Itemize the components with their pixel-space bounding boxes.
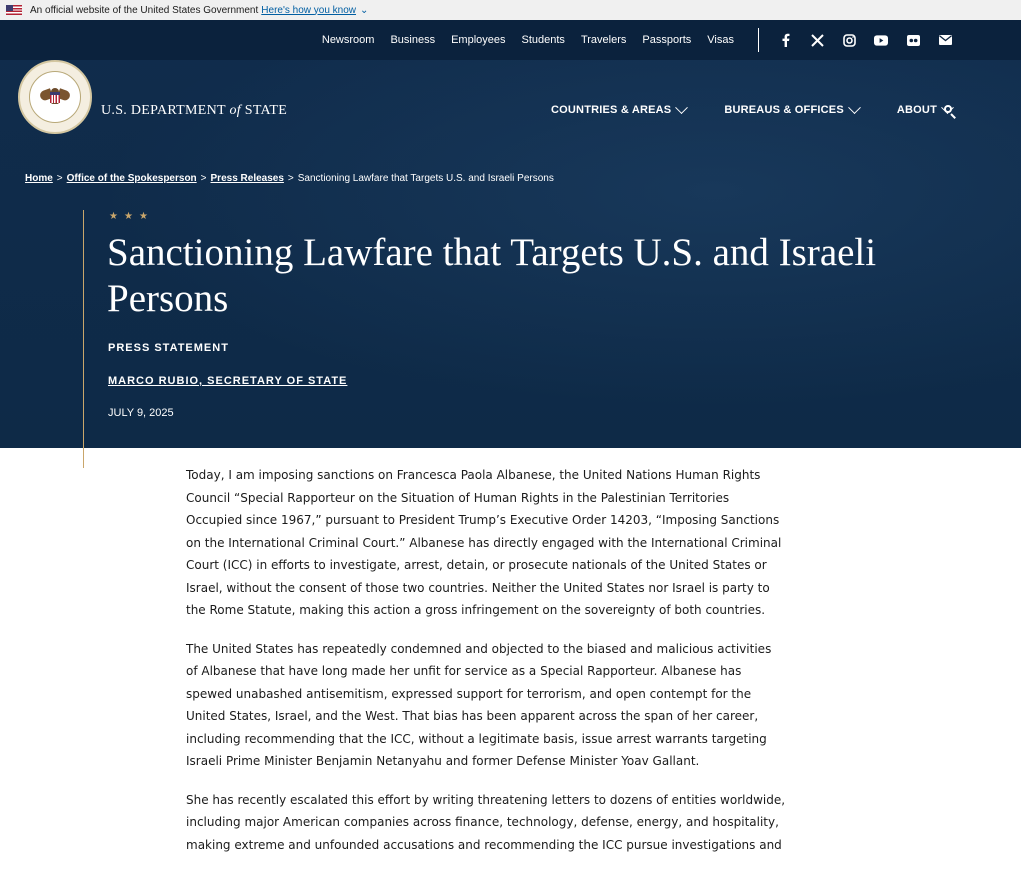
- gov-banner: [0, 0, 1021, 20]
- article-type: PRESS STATEMENT: [108, 342, 229, 354]
- breadcrumb-home[interactable]: Home: [25, 173, 53, 184]
- breadcrumb-press-releases[interactable]: Press Releases: [210, 173, 284, 184]
- chevron-down-icon: [848, 101, 861, 114]
- star-icon: ★: [123, 211, 133, 222]
- author-link[interactable]: MARCO RUBIO, SECRETARY OF STATE: [108, 375, 348, 387]
- us-flag-icon: [6, 5, 22, 15]
- breadcrumb-separator: >: [200, 173, 207, 184]
- x-icon[interactable]: [810, 33, 824, 47]
- site-header: [0, 20, 1021, 448]
- site-logo-text[interactable]: [101, 103, 287, 119]
- instagram-icon[interactable]: [842, 33, 856, 47]
- utility-bar: [0, 20, 1021, 60]
- utility-nav: [322, 20, 734, 60]
- breadcrumb-separator: >: [56, 173, 63, 184]
- title-accent-line: [83, 210, 84, 468]
- article-paragraph: Today, I am imposing sanctions on Francesca Paola Albanese, the United Nations Human Rights Council “Special Rapporteur on the Situation of Human Rights in the Palestinian Territories Occupied since 1967,” pursuant to President Trump’s Executive Order 14203, “Imposing Sanctions on the International Criminal Court.” Albanese has directly engaged with the International Criminal Court (ICC) in efforts to investigate, arrest, detain, or prosecute nationals of the United States or Israel, without the consent of those two countries. Neither the United States nor Israel is party to the Rome Statute, making this action a gross infringement on the sovereignty of both countries.: [186, 468, 782, 617]
- utility-link-business[interactable]: Business: [390, 34, 436, 46]
- page-title-line1: Sanctioning Lawfare that Targets U.S. and Israeli: [107, 231, 877, 274]
- logo-of: of: [229, 103, 241, 118]
- star-icon: ★: [138, 211, 148, 222]
- article-body: [186, 464, 786, 872]
- gov-banner-text: An official website of the United States Government: [30, 4, 259, 16]
- nav-bureaus-offices[interactable]: [724, 104, 859, 116]
- seal-emblem: [29, 71, 81, 123]
- page-title: [107, 230, 907, 322]
- email-icon[interactable]: [938, 33, 952, 47]
- chevron-down-icon: [675, 101, 688, 114]
- youtube-icon[interactable]: [874, 33, 888, 47]
- social-links: [778, 20, 952, 60]
- main-nav: [551, 104, 952, 116]
- utility-link-visas[interactable]: Visas: [707, 34, 734, 46]
- article-paragraph: The United States has repeatedly condemned and objected to the biased and malicious activities of Albanese that have long made her unfit for service as a Special Rapporteur. Albanese has spewed unabashed antisemitism, expressed support for terrorism, and open contempt for the United States, Israel, and the West. That bias has been apparent across the span of her career, including recommending that the ICC, without a legitimate basis, issue arrest warrants targeting Israeli Prime Minister Benjamin Netanyahu and former Defense Minister Yoav Gallant.: [186, 641, 772, 768]
- utility-link-newsroom[interactable]: Newsroom: [321, 34, 375, 46]
- how-you-know-link[interactable]: Here's how you know: [261, 4, 357, 16]
- breadcrumb-current: Sanctioning Lawfare that Targets U.S. and Israeli Persons: [297, 173, 554, 184]
- nav-countries-label: COUNTRIES & AREAS: [551, 104, 672, 116]
- breadcrumb-separator: >: [287, 173, 294, 184]
- chevron-down-icon[interactable]: ⌄: [360, 4, 369, 16]
- article-date: JULY 9, 2025: [108, 407, 174, 419]
- nav-about-label: ABOUT: [896, 104, 937, 116]
- page-title-line2: Persons: [107, 277, 229, 320]
- search-icon[interactable]: [942, 104, 958, 120]
- logo-suffix: STATE: [240, 103, 288, 118]
- eagle-icon: [40, 82, 70, 112]
- stars-decoration: [109, 211, 148, 222]
- star-icon: ★: [109, 211, 118, 222]
- utility-link-students[interactable]: Students: [521, 34, 565, 46]
- article-paragraph: She has recently escalated this effort by writing threatening letters to dozens of entities worldwide, including major American companies across finance, technology, defense, energy, and hospitality, making extreme and unfounded accusations and recommending the ICC pursue investigations and: [186, 792, 786, 852]
- facebook-icon[interactable]: [778, 33, 792, 47]
- utility-link-employees[interactable]: Employees: [451, 34, 506, 46]
- nav-countries-areas[interactable]: [551, 104, 686, 116]
- nav-bureaus-label: BUREAUS & OFFICES: [724, 104, 844, 116]
- utility-link-travelers[interactable]: Travelers: [580, 34, 627, 46]
- logo-prefix: U.S. DEPARTMENT: [101, 103, 230, 118]
- breadcrumb-office[interactable]: Office of the Spokesperson: [66, 173, 197, 184]
- department-seal-logo[interactable]: [18, 60, 92, 134]
- flickr-icon[interactable]: [906, 33, 920, 47]
- utility-divider: [758, 28, 759, 52]
- utility-link-passports[interactable]: Passports: [642, 34, 692, 46]
- breadcrumb: [25, 173, 554, 184]
